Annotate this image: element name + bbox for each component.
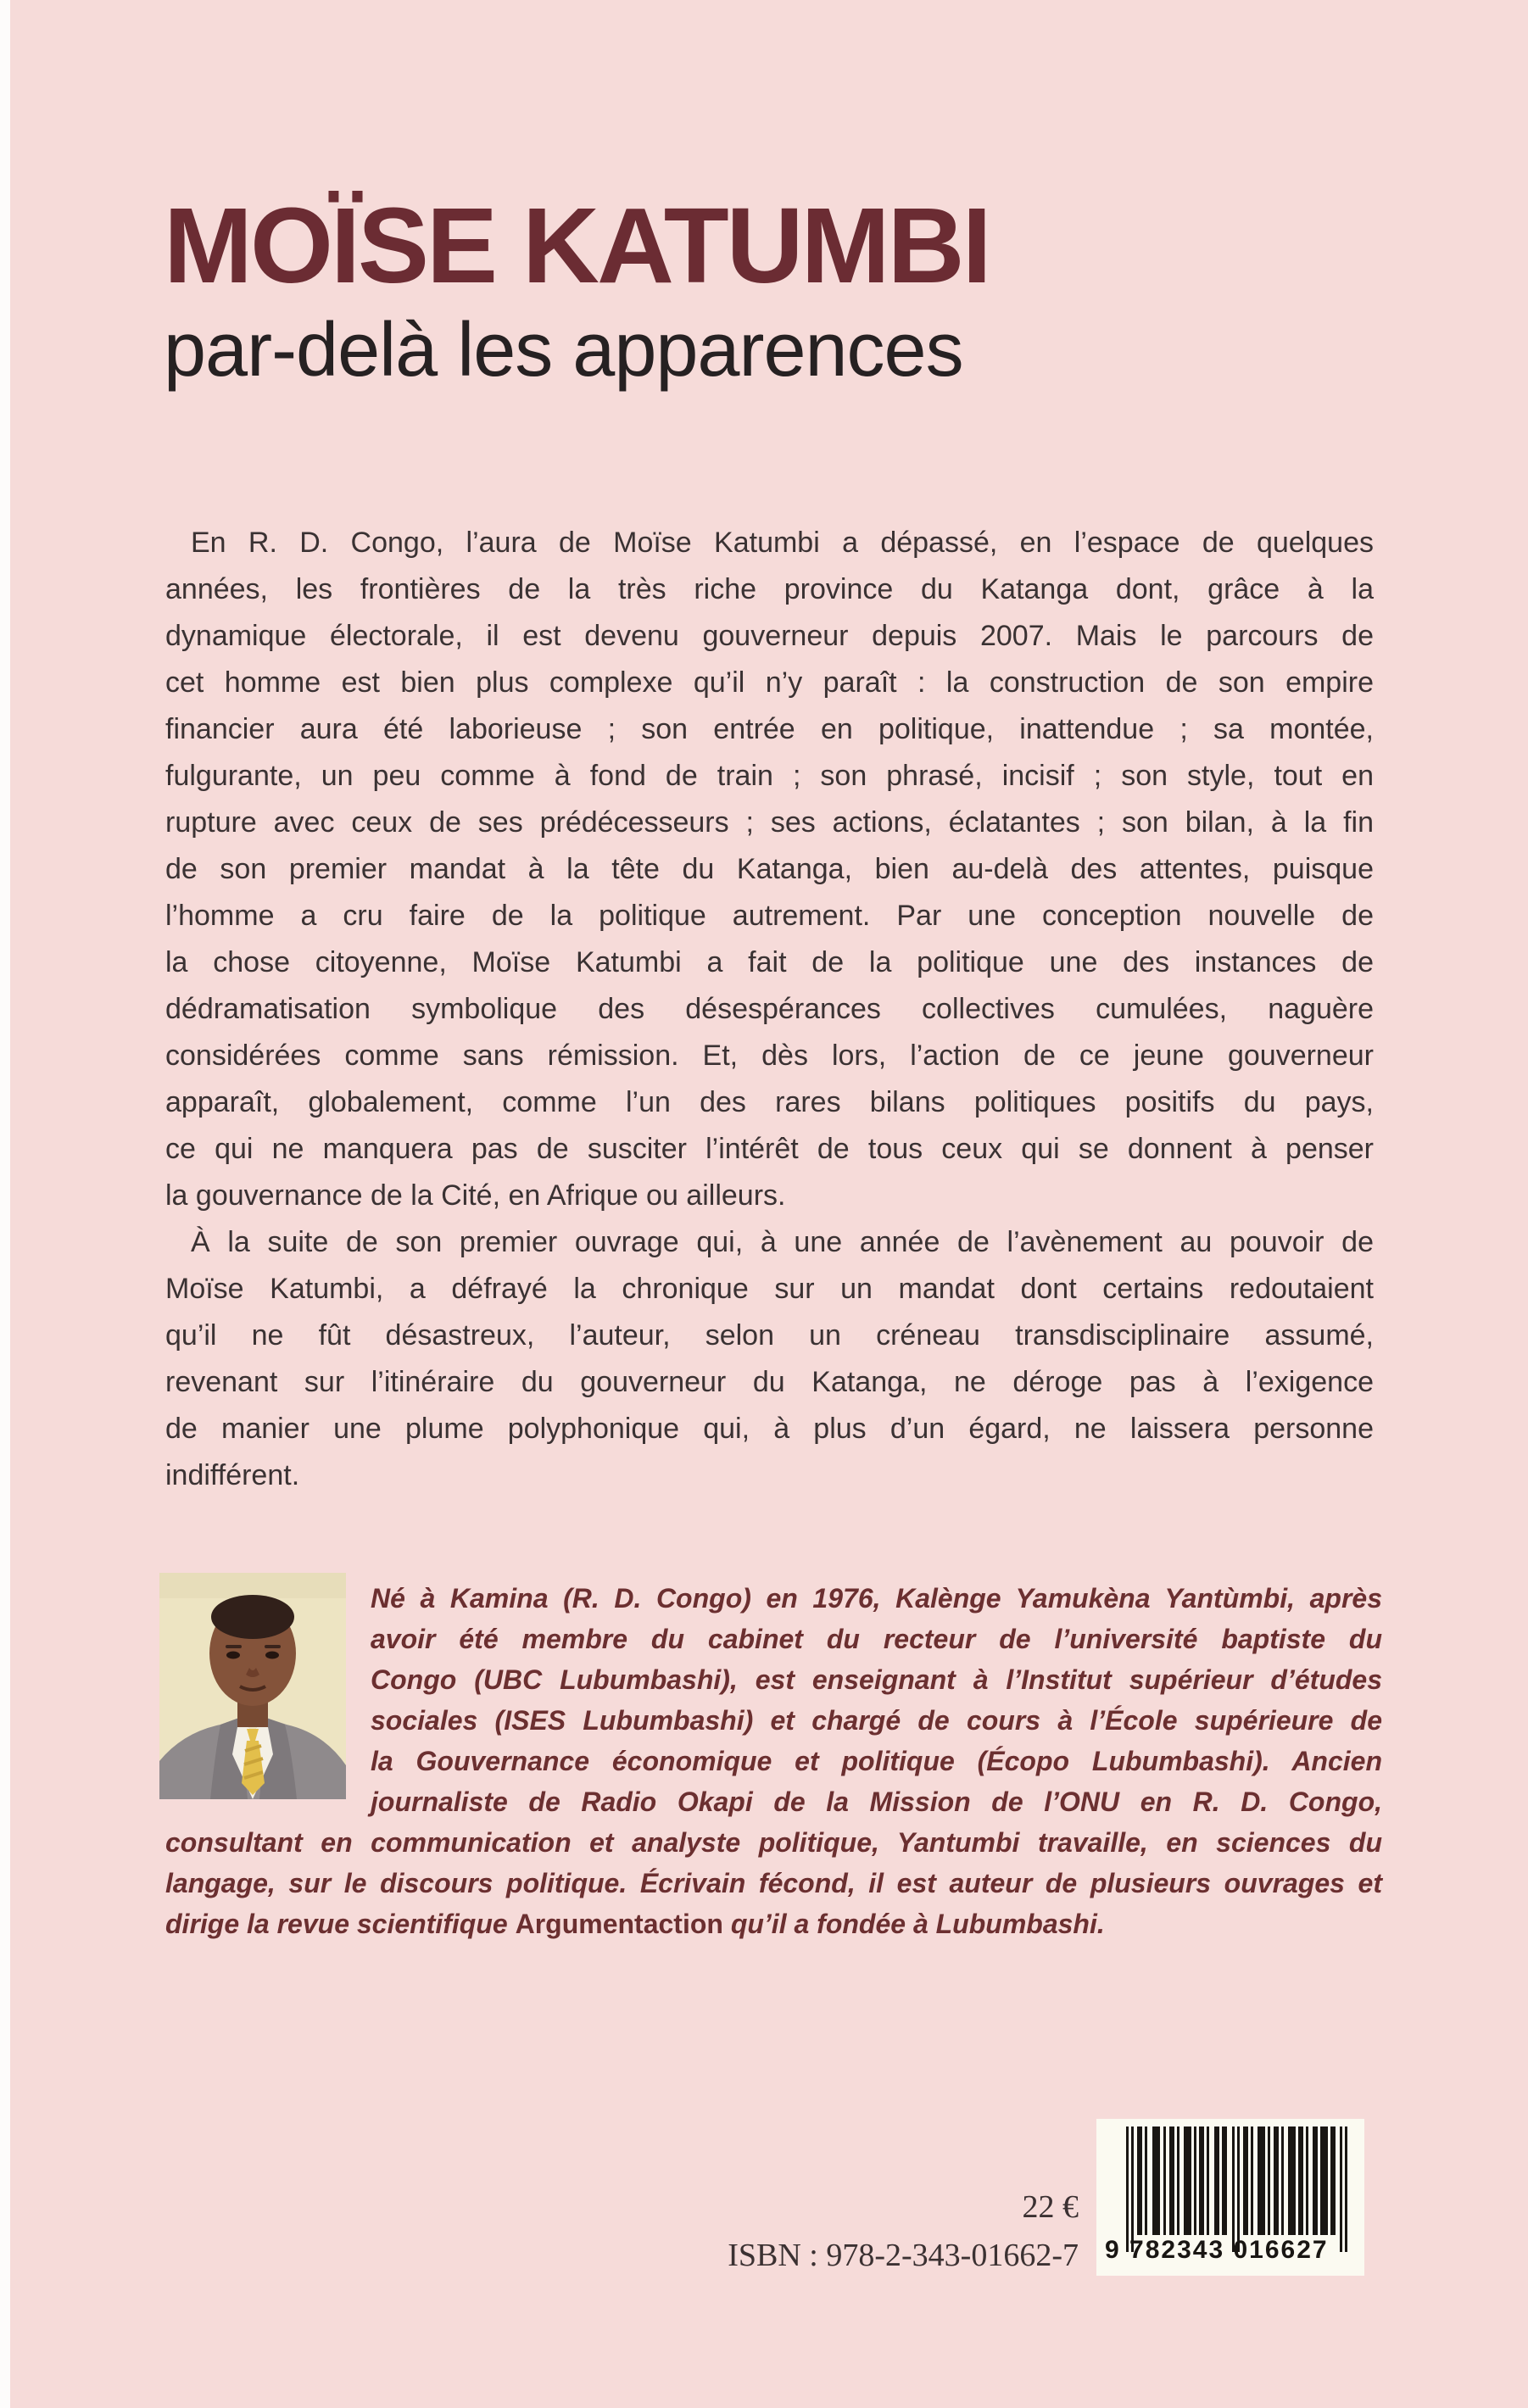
text-line: Moïse Katumbi, a défrayé la chronique sur un mandat dont certains redoutaient <box>165 1273 1374 1305</box>
bio-last-line-after: qu’il a fondée à Lubumbashi. <box>722 1909 1105 1939</box>
text-line: financier aura été laborieuse ; son entrée en politique, inattendue ; sa montée, <box>165 713 1374 745</box>
price-label: 22 € <box>1022 2189 1079 2225</box>
text-line: qu’il ne fût désastreux, l’auteur, selon un créneau transdisciplinaire assumé, <box>165 1319 1374 1352</box>
synopsis-paragraph-1 <box>165 520 1374 1219</box>
text-line: considérées comme sans rémission. Et, dès lors, l’action de ce jeune gouverneur <box>165 1040 1374 1072</box>
journal-title: Argumentaction <box>515 1909 723 1939</box>
barcode-digits: 9 782343 016627 <box>1105 2236 1329 2264</box>
bio-last-line <box>165 1904 1382 1944</box>
text-line: langage, sur le discours politique. Écrivain fécond, il est auteur de plusieurs ouvrages et <box>165 1868 1382 1898</box>
text-line: l’homme a cru faire de la politique autrement. Par une conception nouvelle de <box>165 900 1374 932</box>
book-title: MOÏSE KATUMBI <box>164 186 990 305</box>
text-line: En R. D. Congo, l’aura de Moïse Katumbi a dépassé, en l’espace de quelques <box>191 527 1374 559</box>
text-line: À la suite de son premier ouvrage qui, à une année de l’avènement au pouvoir de <box>191 1226 1374 1258</box>
text-line: fulgurante, un peu comme à fond de train ; son phrasé, incisif ; son style, tout en <box>165 760 1374 792</box>
text-line: sociales (ISES Lubumbashi) et chargé de cours à l’École supérieure de <box>371 1705 1382 1736</box>
bio-text-beside-photo <box>371 1578 1382 1822</box>
text-line: Congo (UBC Lubumbashi), est enseignant à l’Institut supérieur d’études <box>371 1664 1382 1695</box>
scan-edge-strip <box>0 0 10 2408</box>
synopsis-block <box>165 520 1374 1499</box>
author-photo <box>159 1573 346 1799</box>
author-bio-block <box>165 1578 1382 1944</box>
bio-text-full-width <box>165 1822 1382 1904</box>
book-subtitle: par-delà les apparences <box>164 308 963 393</box>
text-line: de son premier mandat à la tête du Katanga, bien au-delà des attentes, puisque <box>165 853 1374 885</box>
text-line: la Gouvernance économique et politique (Écopo Lubumbashi). Ancien <box>371 1746 1382 1776</box>
text-line: indifférent. <box>165 1459 300 1491</box>
text-line: apparaît, globalement, comme l’un des rares bilans politiques positifs du pays, <box>165 1086 1374 1118</box>
isbn-label: ISBN : 978-2-343-01662-7 <box>728 2238 1079 2273</box>
bio-last-line-before: dirige la revue scientifique <box>165 1909 516 1939</box>
text-line: avoir été membre du cabinet du recteur de l’université baptiste du <box>371 1624 1382 1654</box>
text-line: dédramatisation symbolique des désespérances collectives cumulées, naguère <box>165 993 1374 1025</box>
text-line: consultant en communication et analyste politique, Yantumbi travaille, en sciences du <box>165 1827 1382 1858</box>
text-line: de manier une plume polyphonique qui, à plus d’un égard, ne laissera personne <box>165 1413 1374 1445</box>
text-line: journaliste de Radio Okapi de la Mission de l’ONU en R. D. Congo, <box>371 1786 1382 1817</box>
text-line: rupture avec ceux de ses prédécesseurs ; ses actions, éclatantes ; son bilan, à la fin <box>165 806 1374 839</box>
text-line: ce qui ne manquera pas de susciter l’intérêt de tous ceux qui se donnent à penser <box>165 1133 1374 1165</box>
text-line: la gouvernance de la Cité, en Afrique ou ailleurs. <box>165 1179 786 1212</box>
synopsis-paragraph-2 <box>165 1219 1374 1499</box>
barcode-panel <box>1096 2119 1364 2276</box>
text-line: Né à Kamina (R. D. Congo) en 1976, Kalènge Yamukèna Yantùmbi, après <box>371 1583 1382 1614</box>
text-line: cet homme est bien plus complexe qu’il n’y paraît : la construction de son empire <box>165 666 1374 699</box>
text-line: années, les frontières de la très riche province du Katanga dont, grâce à la <box>165 573 1374 605</box>
text-line: revenant sur l’itinéraire du gouverneur du Katanga, ne déroge pas à l’exigence <box>165 1366 1374 1398</box>
text-line: la chose citoyenne, Moïse Katumbi a fait de la politique une des instances de <box>165 946 1374 978</box>
text-line: dynamique électorale, il est devenu gouverneur depuis 2007. Mais le parcours de <box>165 620 1374 652</box>
